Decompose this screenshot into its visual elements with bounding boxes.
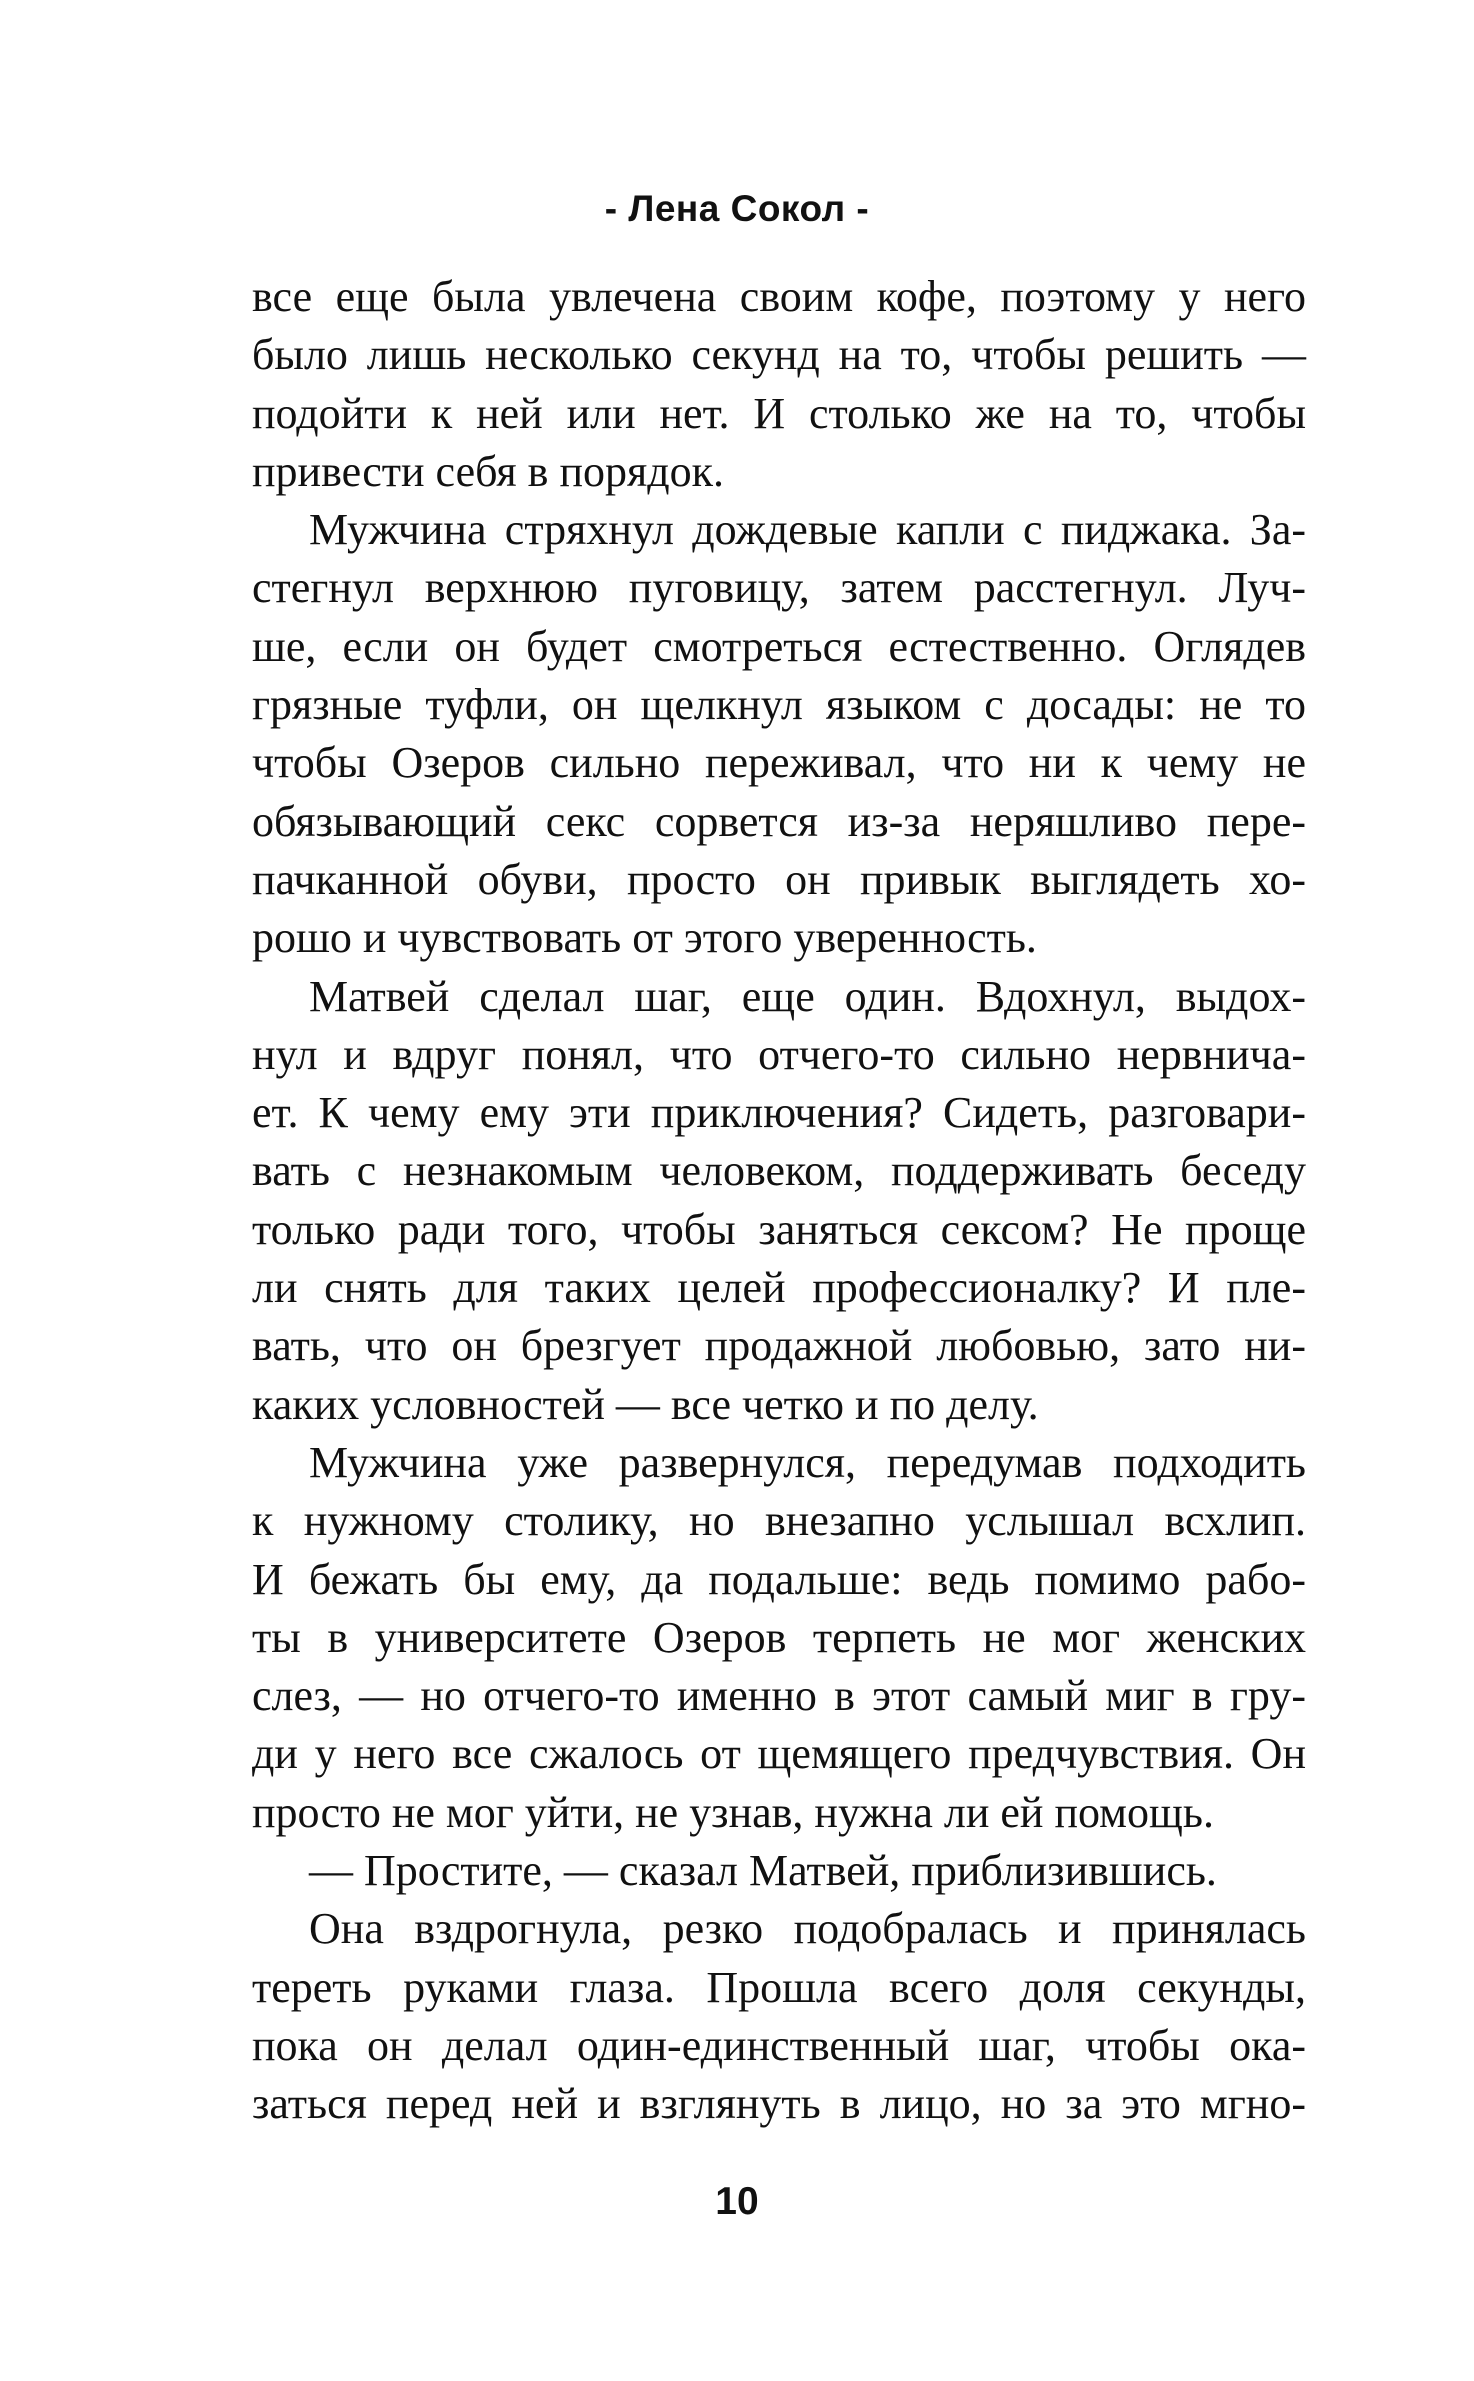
text-line: Мужчина стряхнул дождевые капли с пиджака. За- [309, 505, 1306, 555]
text-line: ше, если он будет смотреться естественно. Оглядев [252, 621, 1306, 671]
text-line: — Простите, — сказал Матвей, приблизившись. [309, 1846, 1217, 1896]
text-line: нул и вдруг понял, что отчего-то сильно нервнича- [252, 1029, 1306, 1079]
text-line: слез, — но отчего-то именно в этот самый миг в гру- [252, 1671, 1306, 1721]
text-line: только ради того, чтобы заняться сексом? Не проще [252, 1204, 1306, 1254]
text-line: ди у него все сжалось от щемящего предчувствия. Он [252, 1729, 1306, 1779]
paragraph [252, 968, 1306, 1434]
text-line: к нужному столику, но внезапно услышал всхлип. [252, 1496, 1306, 1546]
text-line: вать с незнакомым человеком, поддерживать беседу [252, 1146, 1306, 1196]
text-line: стегнул верхнюю пуговицу, затем расстегнул. Луч- [252, 563, 1306, 613]
text-line: подойти к ней или нет. И столько же на то, чтобы [252, 388, 1306, 438]
text-line: все еще была увлечена своим кофе, поэтому у него [252, 272, 1306, 321]
text-line: чтобы Озеров сильно переживал, что ни к чему не [252, 738, 1306, 788]
text-line: Матвей сделал шаг, еще один. Вдохнул, выдох- [309, 971, 1306, 1021]
body-text [252, 268, 1306, 2134]
paragraph [252, 1900, 1306, 2133]
text-line: тереть руками глаза. Прошла всего доля секунды, [252, 1962, 1306, 2012]
text-line: обязывающий секс сорвется из-за неряшливо пере- [252, 796, 1306, 846]
text-line: Мужчина уже развернулся, передумав подходить [309, 1437, 1306, 1487]
text-line: ет. К чему ему эти приключения? Сидеть, разговари- [252, 1088, 1306, 1138]
paragraph [252, 501, 1306, 967]
paragraph [252, 1842, 1306, 1900]
running-header: - Лена Сокол - [604, 188, 870, 229]
text-line: ли снять для таких целей профессионалку? И пле- [252, 1263, 1306, 1313]
text-line: пока он делал один-единственный шаг, чтобы ока- [252, 2020, 1306, 2070]
text-line: ты в университете Озеров терпеть не мог женских [252, 1612, 1306, 1662]
text-line: просто не мог уйти, не узнав, нужна ли ей помощь. [252, 1787, 1214, 1837]
text-line: пачканной обуви, просто он привык выглядеть хо- [252, 854, 1306, 904]
text-line: заться перед ней и взглянуть в лицо, но за это мгно- [252, 2079, 1306, 2129]
text-line: вать, что он брезгует продажной любовью, зато ни- [252, 1321, 1306, 1371]
text-line: рошо и чувствовать от этого уверенность. [252, 913, 1037, 963]
text-line: каких условностей — все четко и по делу. [252, 1379, 1039, 1429]
paragraph [252, 268, 1306, 501]
text-line: Она вздрогнула, резко подобралась и принялась [309, 1904, 1306, 1954]
page-number: 10 [715, 2180, 759, 2223]
text-line: И бежать бы ему, да подальше: ведь помимо рабо- [252, 1554, 1306, 1604]
paragraph [252, 1434, 1306, 1842]
text-line: было лишь несколько секунд на то, чтобы решить — [252, 330, 1306, 380]
text-line: привести себя в порядок. [252, 446, 724, 496]
text-line: грязные туфли, он щелкнул языком с досады: не то [252, 680, 1306, 730]
